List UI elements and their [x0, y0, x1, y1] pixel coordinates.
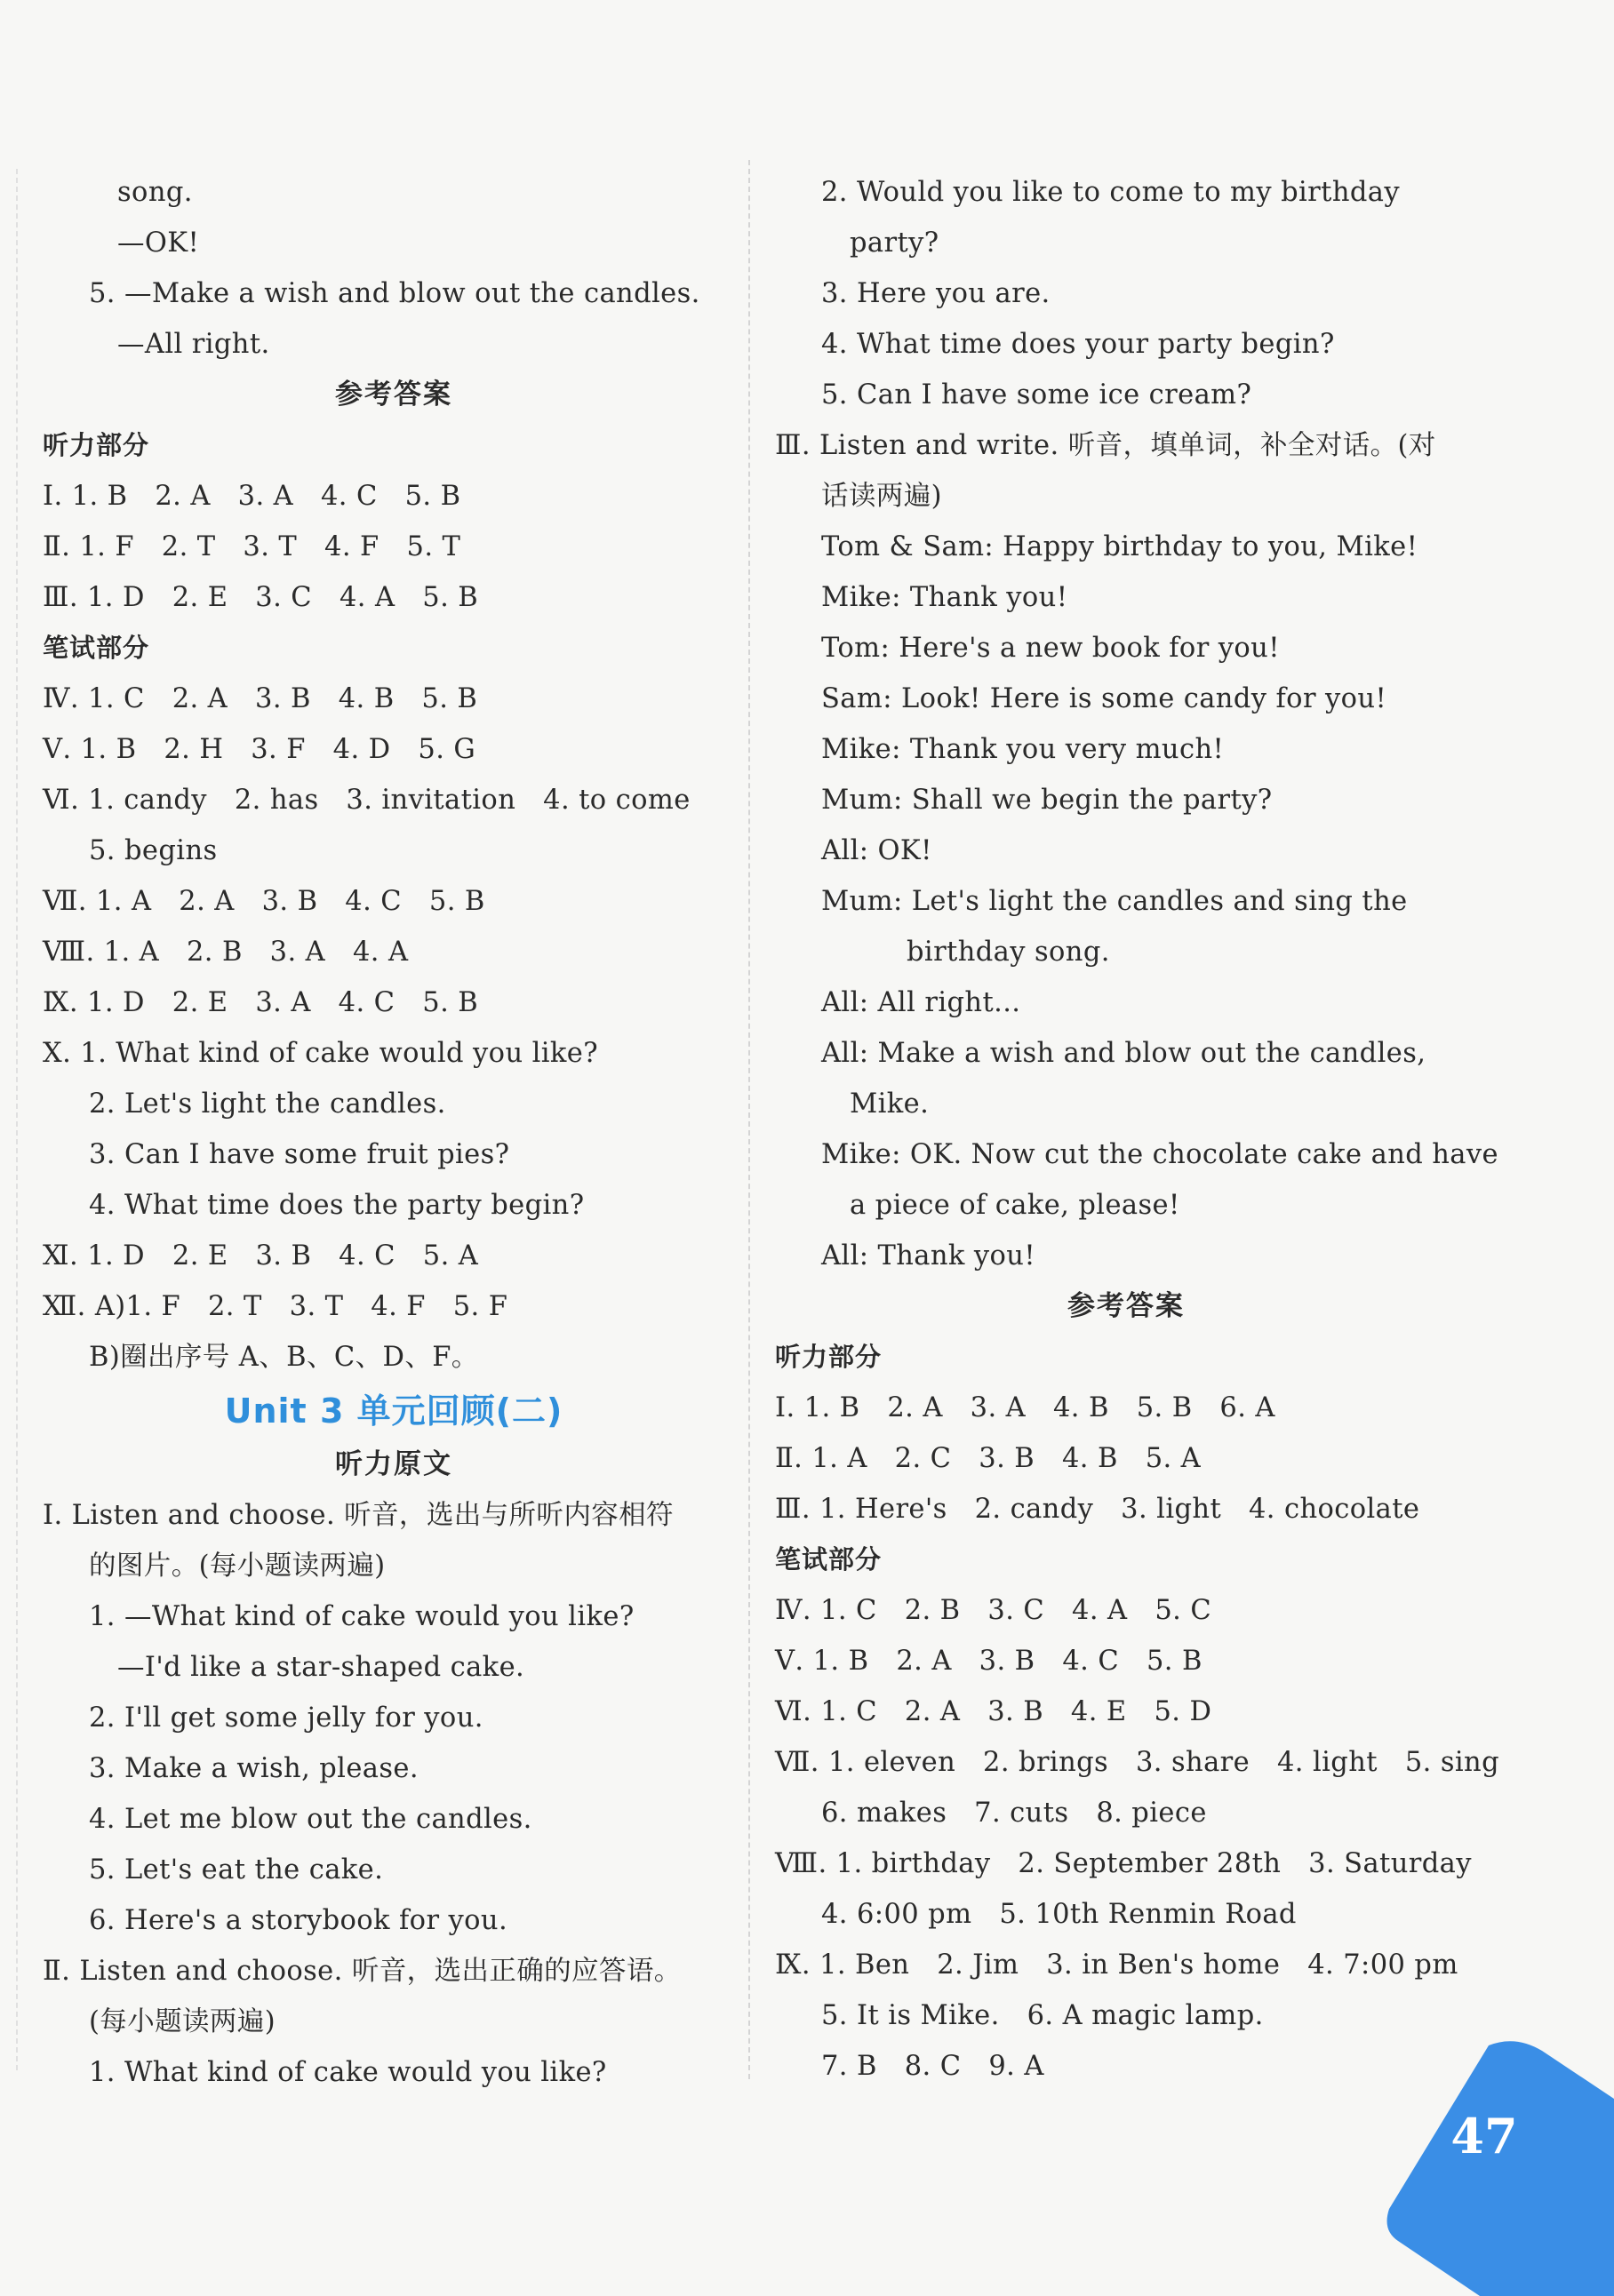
text-line: 4. What time does the party begin? [89, 1190, 585, 1221]
part-label: 笔试部分 [775, 1544, 883, 1575]
text-line: 3. Make a wish, please. [89, 1753, 419, 1784]
section-heading: 参考答案 [335, 379, 452, 411]
text-line: Ⅲ. 1. D 2. E 3. C 4. A 5. B [43, 582, 479, 613]
text-line: Mike: Thank you! [821, 582, 1068, 613]
text-line: Ⅳ. 1. C 2. B 3. C 4. A 5. C [775, 1595, 1212, 1626]
right-column [775, 167, 1499, 2092]
page-number-badge [1382, 2035, 1614, 2296]
text-line: Mike. [850, 1088, 930, 1120]
text-line: 5. begins [89, 835, 218, 866]
text-line: Ⅴ. 1. B 2. H 3. F 4. D 5. G [43, 734, 476, 765]
text-line: Mike: OK. Now cut the chocolate cake and have [821, 1139, 1498, 1170]
text-line: Ⅲ. Listen and write. 听音，填单词，补全对话。(对 [775, 430, 1436, 461]
text-line: Ⅰ. 1. B 2. A 3. A 4. B 5. B 6. A [775, 1392, 1275, 1423]
text-line: Ⅺ. 1. D 2. E 3. B 4. C 5. A [43, 1240, 479, 1272]
text-line: Ⅰ. Listen and choose. 听音，选出与所听内容相符 [43, 1500, 674, 1531]
text-line: Ⅴ. 1. B 2. A 3. B 4. C 5. B [775, 1646, 1203, 1677]
text-line: Ⅱ. 1. F 2. T 3. T 4. F 5. T [43, 531, 461, 562]
text-line: 2. I'll get some jelly for you. [89, 1702, 483, 1734]
text-line: —I'd like a star-shaped cake. [117, 1652, 525, 1683]
text-line: Ⅱ. 1. A 2. C 3. B 4. B 5. A [775, 1443, 1202, 1474]
text-line: 6. Here's a storybook for you. [89, 1905, 508, 1936]
text-line: Ⅸ. 1. Ben 2. Jim 3. in Ben's home 4. 7:00 pm [775, 1949, 1458, 1981]
text-line: Ⅻ. A)1. F 2. T 3. T 4. F 5. F [43, 1291, 508, 1322]
text-line: All: Make a wish and blow out the candles, [821, 1038, 1426, 1069]
text-line: 4. What time does your party begin? [821, 329, 1335, 360]
text-line: Mike: Thank you very much! [821, 734, 1225, 765]
part-label: 笔试部分 [43, 633, 150, 663]
page-number: 47 [1450, 2108, 1518, 2164]
text-line: (每小题读两遍) [89, 2006, 276, 2037]
text-line: 5. Let's eat the cake. [89, 1854, 384, 1885]
text-line: All: OK! [821, 835, 932, 866]
text-line: birthday song. [907, 937, 1110, 968]
text-line: Ⅰ. 1. B 2. A 3. A 4. C 5. B [43, 481, 461, 512]
text-line: Tom & Sam: Happy birthday to you, Mike! [821, 531, 1418, 562]
part-label: 听力部分 [43, 430, 150, 460]
text-line: —All right. [117, 329, 270, 360]
text-line: 4. 6:00 pm 5. 10th Renmin Road [821, 1899, 1297, 1930]
text-line: Ⅵ. 1. candy 2. has 3. invitation 4. to come [43, 785, 691, 816]
text-line: Ⅸ. 1. D 2. E 3. A 4. C 5. B [43, 987, 479, 1018]
text-line: Sam: Look! Here is some candy for you! [821, 683, 1387, 714]
text-line: Ⅷ. 1. birthday 2. September 28th 3. Saturday [775, 1848, 1472, 1879]
text-line: 2. Would you like to come to my birthday [821, 177, 1401, 208]
text-line: 1. —What kind of cake would you like? [89, 1601, 635, 1632]
text-line: All: Thank you! [821, 1240, 1035, 1272]
text-line: 4. Let me blow out the candles. [89, 1804, 532, 1835]
text-line: 3. Can I have some fruit pies? [89, 1139, 510, 1170]
text-line: a piece of cake, please! [850, 1190, 1180, 1221]
text-line: Tom: Here's a new book for you! [821, 633, 1280, 664]
text-line: 5. —Make a wish and blow out the candles. [89, 278, 700, 309]
text-line: 话读两遍) [821, 481, 942, 512]
left-margin-rule [16, 169, 18, 2070]
text-line: song. [117, 177, 193, 208]
text-line: —OK! [117, 227, 200, 259]
section-heading: 听力原文 [335, 1448, 452, 1480]
text-line: Ⅹ. 1. What kind of cake would you like? [43, 1038, 598, 1069]
text-line: All: All right... [821, 987, 1021, 1018]
text-line: 3. Here you are. [821, 278, 1051, 309]
text-line: Ⅶ. 1. A 2. A 3. B 4. C 5. B [43, 886, 485, 917]
text-line: Ⅶ. 1. eleven 2. brings 3. share 4. light 5. sing [775, 1747, 1499, 1778]
text-line: 5. Can I have some ice cream? [821, 379, 1252, 411]
text-line: Ⅳ. 1. C 2. A 3. B 4. B 5. B [43, 683, 478, 714]
text-line: party? [850, 227, 939, 259]
text-line: Ⅱ. Listen and choose. 听音，选出正确的应答语。 [43, 1956, 682, 1987]
text-line: Ⅵ. 1. C 2. A 3. B 4. E 5. D [775, 1696, 1212, 1727]
text-line: 6. makes 7. cuts 8. piece [821, 1798, 1207, 1829]
text-line: 5. It is Mike. 6. A magic lamp. [821, 2000, 1264, 2031]
column-divider [748, 160, 750, 2079]
text-line: 2. Let's light the candles. [89, 1088, 446, 1120]
text-line: 的图片。(每小题读两遍) [89, 1551, 386, 1582]
text-line: 7. B 8. C 9. A [821, 2051, 1044, 2082]
section-heading: 参考答案 [1067, 1290, 1185, 1322]
text-line: 1. What kind of cake would you like? [89, 2057, 607, 2088]
text-line: Mum: Shall we begin the party? [821, 785, 1273, 816]
text-line: Mum: Let's light the candles and sing the [821, 886, 1408, 917]
left-column [43, 167, 745, 2098]
text-line: Ⅲ. 1. Here's 2. candy 3. light 4. chocolate [775, 1494, 1420, 1525]
unit-title: Unit 3 单元回顾(二) [224, 1391, 563, 1431]
text-line: Ⅷ. 1. A 2. B 3. A 4. A [43, 937, 409, 968]
text-line: B)圈出序号 A、B、C、D、F。 [89, 1342, 479, 1373]
part-label: 听力部分 [775, 1342, 883, 1372]
